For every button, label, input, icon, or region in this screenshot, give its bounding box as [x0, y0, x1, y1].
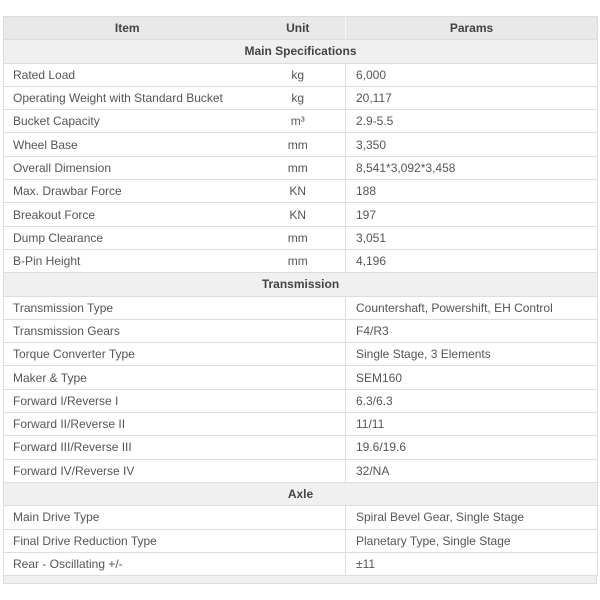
item-cell: Dump Clearance [4, 226, 251, 249]
params-cell: 19.6/19.6 [346, 436, 598, 459]
params-cell: 20,117 [346, 86, 598, 109]
unit-cell: KN [251, 180, 346, 203]
item-cell: Torque Converter Type [4, 343, 251, 366]
unit-cell: mm [251, 156, 346, 179]
spec-table [3, 16, 598, 576]
section-header-row [4, 482, 598, 505]
table-row [4, 552, 598, 575]
params-cell: ±11 [346, 552, 598, 575]
params-cell: 32/NA [346, 459, 598, 482]
table-row [4, 249, 598, 272]
unit-cell [251, 552, 346, 575]
table-row [4, 413, 598, 436]
item-cell: Final Drive Reduction Type [4, 529, 251, 552]
unit-cell: kg [251, 86, 346, 109]
item-cell: Forward I/Reverse I [4, 389, 251, 412]
unit-cell [251, 413, 346, 436]
column-header-row [4, 17, 598, 40]
params-cell: 4,196 [346, 249, 598, 272]
table-row [4, 156, 598, 179]
unit-cell [251, 389, 346, 412]
unit-cell [251, 436, 346, 459]
params-cell: Spiral Bevel Gear, Single Stage [346, 506, 598, 529]
table-row [4, 506, 598, 529]
item-cell: Main Drive Type [4, 506, 251, 529]
unit-cell [251, 459, 346, 482]
params-cell: Single Stage, 3 Elements [346, 343, 598, 366]
item-cell: Bucket Capacity [4, 110, 251, 133]
unit-cell: mm [251, 249, 346, 272]
column-header-item: Item [4, 17, 251, 40]
table-row [4, 366, 598, 389]
item-cell: Transmission Type [4, 296, 251, 319]
section-header-row [4, 273, 598, 296]
column-header-params: Params [346, 17, 598, 40]
table-row [4, 436, 598, 459]
item-cell: Breakout Force [4, 203, 251, 226]
table-row [4, 63, 598, 86]
partial-next-section-row [3, 576, 597, 584]
params-cell: 6,000 [346, 63, 598, 86]
unit-cell [251, 506, 346, 529]
table-row [4, 389, 598, 412]
params-cell: 188 [346, 180, 598, 203]
unit-cell [251, 319, 346, 342]
item-cell: Transmission Gears [4, 319, 251, 342]
unit-cell [251, 343, 346, 366]
table-row [4, 319, 598, 342]
item-cell: Maker & Type [4, 366, 251, 389]
table-row [4, 110, 598, 133]
section-title: Transmission [4, 273, 598, 296]
section-header-row [4, 40, 598, 63]
table-row [4, 226, 598, 249]
section-title: Axle [4, 482, 598, 505]
params-cell: 3,051 [346, 226, 598, 249]
params-cell: 2.9-5.5 [346, 110, 598, 133]
item-cell: Wheel Base [4, 133, 251, 156]
params-cell: F4/R3 [346, 319, 598, 342]
unit-cell: mm [251, 133, 346, 156]
section-title: Main Specifications [4, 40, 598, 63]
params-cell: 3,350 [346, 133, 598, 156]
item-cell: Operating Weight with Standard Bucket [4, 86, 251, 109]
spec-table-container [3, 16, 597, 576]
item-cell: B-Pin Height [4, 249, 251, 272]
params-cell: Planetary Type, Single Stage [346, 529, 598, 552]
unit-cell: mm [251, 226, 346, 249]
item-cell: Forward II/Reverse II [4, 413, 251, 436]
item-cell: Forward III/Reverse III [4, 436, 251, 459]
item-cell: Max. Drawbar Force [4, 180, 251, 203]
unit-cell [251, 529, 346, 552]
table-row [4, 203, 598, 226]
params-cell: Countershaft, Powershift, EH Control [346, 296, 598, 319]
item-cell: Rear - Oscillating +/- [4, 552, 251, 575]
unit-cell [251, 296, 346, 319]
item-cell: Forward IV/Reverse IV [4, 459, 251, 482]
unit-cell [251, 366, 346, 389]
unit-cell: KN [251, 203, 346, 226]
table-row [4, 180, 598, 203]
params-cell: 8,541*3,092*3,458 [346, 156, 598, 179]
params-cell: 11/11 [346, 413, 598, 436]
table-row [4, 133, 598, 156]
item-cell: Rated Load [4, 63, 251, 86]
table-row [4, 296, 598, 319]
table-row [4, 529, 598, 552]
unit-cell: m³ [251, 110, 346, 133]
params-cell: 6.3/6.3 [346, 389, 598, 412]
table-row [4, 343, 598, 366]
table-row [4, 459, 598, 482]
params-cell: 197 [346, 203, 598, 226]
table-row [4, 86, 598, 109]
unit-cell: kg [251, 63, 346, 86]
column-header-unit: Unit [251, 17, 346, 40]
item-cell: Overall Dimension [4, 156, 251, 179]
params-cell: SEM160 [346, 366, 598, 389]
